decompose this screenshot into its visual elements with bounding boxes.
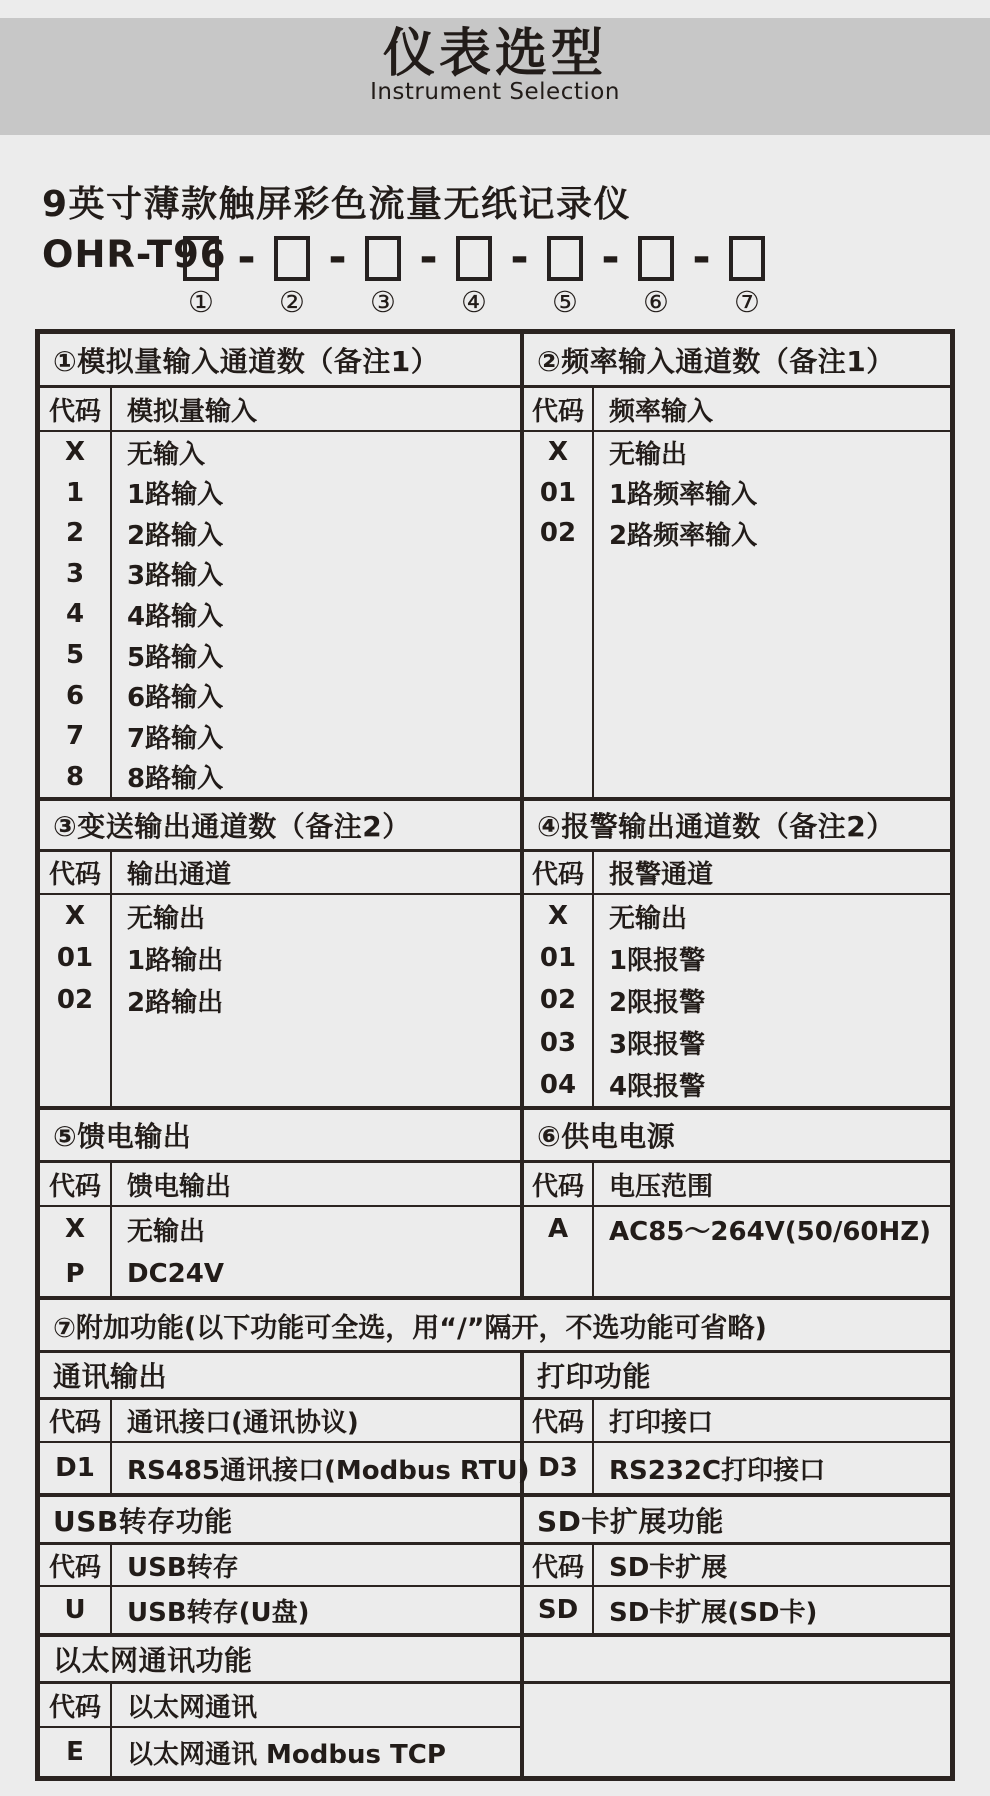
comm-code-column-header: 代码 (40, 1400, 112, 1441)
model-code-box-2 (274, 236, 310, 281)
s4-option-list (524, 895, 950, 1106)
option-label: 5路输入 (127, 642, 224, 673)
sd-desc-column-header: SD卡扩展 (609, 1552, 728, 1583)
option-label: RS232C打印接口 (609, 1455, 826, 1486)
ethernet-code-column-header: 代码 (40, 1684, 112, 1726)
option-label: 8路输入 (127, 764, 224, 795)
option-code: U (64, 1595, 86, 1625)
option-code: D1 (55, 1453, 95, 1483)
model-dash: - (510, 232, 529, 283)
option-label: DC24V (127, 1258, 224, 1289)
option-code: X (547, 437, 569, 468)
option-label: 无输出 (127, 903, 206, 934)
option-label: 以太网通讯 Modbus TCP (127, 1739, 446, 1770)
option-label: 4限报警 (609, 1072, 706, 1103)
option-label: 1限报警 (609, 945, 706, 976)
section-4-header: ④报警输出通道数（备注2） (537, 810, 895, 843)
sd-option-list (524, 1587, 950, 1633)
print-code-column-header: 代码 (524, 1400, 594, 1441)
comm-desc-column-header: 通讯接口(通讯协议) (127, 1408, 359, 1438)
option-code: 2 (65, 518, 85, 549)
ethernet-desc-column-header: 以太网通讯 (127, 1692, 258, 1723)
s3-option-list (40, 895, 524, 1106)
option-code: E (66, 1737, 84, 1767)
option-label: 4路输入 (127, 601, 224, 632)
position-marker-2: ② (279, 285, 305, 319)
comm-section-header: 通讯输出 (40, 1353, 524, 1397)
option-label: 1路输出 (127, 945, 224, 976)
s2-desc-column-header: 频率输入 (609, 396, 714, 427)
option-code: 02 (539, 518, 577, 549)
selection-table (35, 329, 955, 1781)
model-code-box-4 (456, 236, 492, 281)
model-code-box-1 (183, 236, 219, 281)
option-code: X (64, 1214, 86, 1245)
sd-code-column-header: 代码 (524, 1545, 594, 1585)
print-desc-column-header: 打印接口 (609, 1408, 714, 1438)
model-dash: - (601, 232, 620, 283)
ethernet-section-header: 以太网通讯功能 (40, 1637, 524, 1681)
option-code: X (64, 437, 86, 468)
option-code: 02 (539, 985, 577, 1016)
empty-body-cell (524, 1684, 950, 1776)
s2-code-column-header: 代码 (524, 388, 594, 430)
option-label: 1路输入 (127, 480, 224, 511)
option-code: X (547, 901, 569, 932)
print-option-list (524, 1443, 950, 1493)
option-code: A (547, 1214, 569, 1245)
option-label: 3限报警 (609, 1030, 706, 1061)
model-code-box-3 (365, 236, 401, 281)
option-code: 01 (539, 943, 577, 974)
sd-section-header: SD卡扩展功能 (537, 1504, 724, 1538)
section-5-header: ⑤馈电输出 (40, 1110, 524, 1160)
s4-code-column-header: 代码 (524, 852, 594, 893)
usb-section-header: USB转存功能 (40, 1497, 524, 1542)
option-label: SD卡扩展(SD卡) (609, 1597, 818, 1628)
option-label: 无输入 (127, 439, 206, 470)
model-prefix: OHR-T96 (42, 233, 227, 276)
option-label: 无输出 (609, 439, 688, 470)
option-label: RS485通讯接口(Modbus RTU) (127, 1455, 530, 1486)
option-label: USB转存(U盘) (127, 1597, 310, 1628)
section-6-header: ⑥供电电源 (537, 1120, 676, 1153)
option-label: AC85～264V(50/60HZ) (609, 1216, 932, 1247)
s1-code-column-header: 代码 (40, 388, 112, 430)
s6-desc-column-header: 电压范围 (609, 1171, 714, 1202)
print-section-header: 打印功能 (537, 1360, 652, 1393)
option-label: 2限报警 (609, 987, 706, 1018)
option-code: 7 (65, 721, 85, 752)
s2-option-list (524, 432, 950, 797)
s3-desc-column-header: 输出通道 (127, 860, 232, 890)
s4-desc-column-header: 报警通道 (609, 860, 714, 890)
option-code: 01 (56, 943, 94, 974)
position-marker-7: ⑦ (734, 285, 760, 319)
position-marker-3: ③ (370, 285, 396, 319)
section-7-header: ⑦附加功能(以下功能可全选，用“/”隔开，不选功能可省略) (40, 1300, 950, 1353)
model-code-box-6 (638, 236, 674, 281)
page-title: 仪表选型 (382, 24, 607, 84)
s1-desc-column-header: 模拟量输入 (127, 396, 258, 427)
option-code: 8 (65, 761, 85, 792)
option-code: 01 (539, 477, 577, 508)
option-code: SD (537, 1595, 579, 1625)
model-code-boxes (183, 232, 765, 283)
section-2-header: ②频率输入通道数（备注1） (537, 344, 895, 378)
position-marker-5: ⑤ (552, 285, 578, 319)
option-code: 04 (539, 1069, 577, 1100)
model-dash: - (328, 232, 347, 283)
option-code: 6 (65, 680, 85, 711)
model-code-box-7 (729, 236, 765, 281)
page-subtitle: Instrument Selection (370, 78, 620, 105)
option-label: 2路频率输入 (609, 520, 758, 551)
empty-header-cell (524, 1637, 950, 1681)
position-marker-6: ⑥ (643, 285, 669, 319)
model-dash: - (237, 232, 256, 283)
option-label: 3路输入 (127, 561, 224, 592)
s3-code-column-header: 代码 (40, 852, 112, 893)
section-1-header: ①模拟量输入通道数（备注1） (40, 334, 524, 385)
option-code: 03 (539, 1027, 577, 1058)
model-dash: - (692, 232, 711, 283)
section-3-header: ③变送输出通道数（备注2） (40, 801, 524, 849)
option-code: 3 (65, 558, 85, 589)
option-label: 2路输出 (127, 987, 224, 1018)
option-code: X (64, 901, 86, 932)
model-code-box-5 (547, 236, 583, 281)
s6-code-column-header: 代码 (524, 1163, 594, 1205)
option-code: 4 (65, 599, 85, 630)
s5-desc-column-header: 馈电输出 (127, 1171, 232, 1202)
option-label: 无输出 (609, 903, 688, 934)
option-code: P (65, 1258, 85, 1289)
position-marker-1: ① (188, 285, 214, 319)
option-code: D3 (538, 1453, 578, 1483)
header-band (0, 18, 990, 135)
model-dash: - (419, 232, 438, 283)
s1-option-list (40, 432, 524, 797)
ethernet-sub-table (40, 1684, 524, 1776)
option-label: 无输出 (127, 1216, 206, 1247)
usb-code-column-header: 代码 (40, 1545, 112, 1585)
option-label: 2路输入 (127, 520, 224, 551)
s6-option-list (524, 1207, 950, 1296)
option-label: 1路频率输入 (609, 480, 758, 511)
option-label: 6路输入 (127, 683, 224, 714)
option-code: 1 (65, 477, 85, 508)
option-code: 02 (56, 985, 94, 1016)
position-marker-4: ④ (461, 285, 487, 319)
option-code: 5 (65, 640, 85, 670)
comm-option-list (40, 1443, 530, 1493)
usb-option-list (40, 1587, 524, 1633)
option-label: 7路输入 (127, 723, 224, 754)
position-markers (183, 285, 765, 319)
usb-desc-column-header: USB转存 (127, 1552, 239, 1583)
s5-code-column-header: 代码 (40, 1163, 112, 1205)
product-name: 9英寸薄款触屏彩色流量无纸记录仪 (42, 184, 632, 225)
s5-option-list (40, 1207, 524, 1296)
